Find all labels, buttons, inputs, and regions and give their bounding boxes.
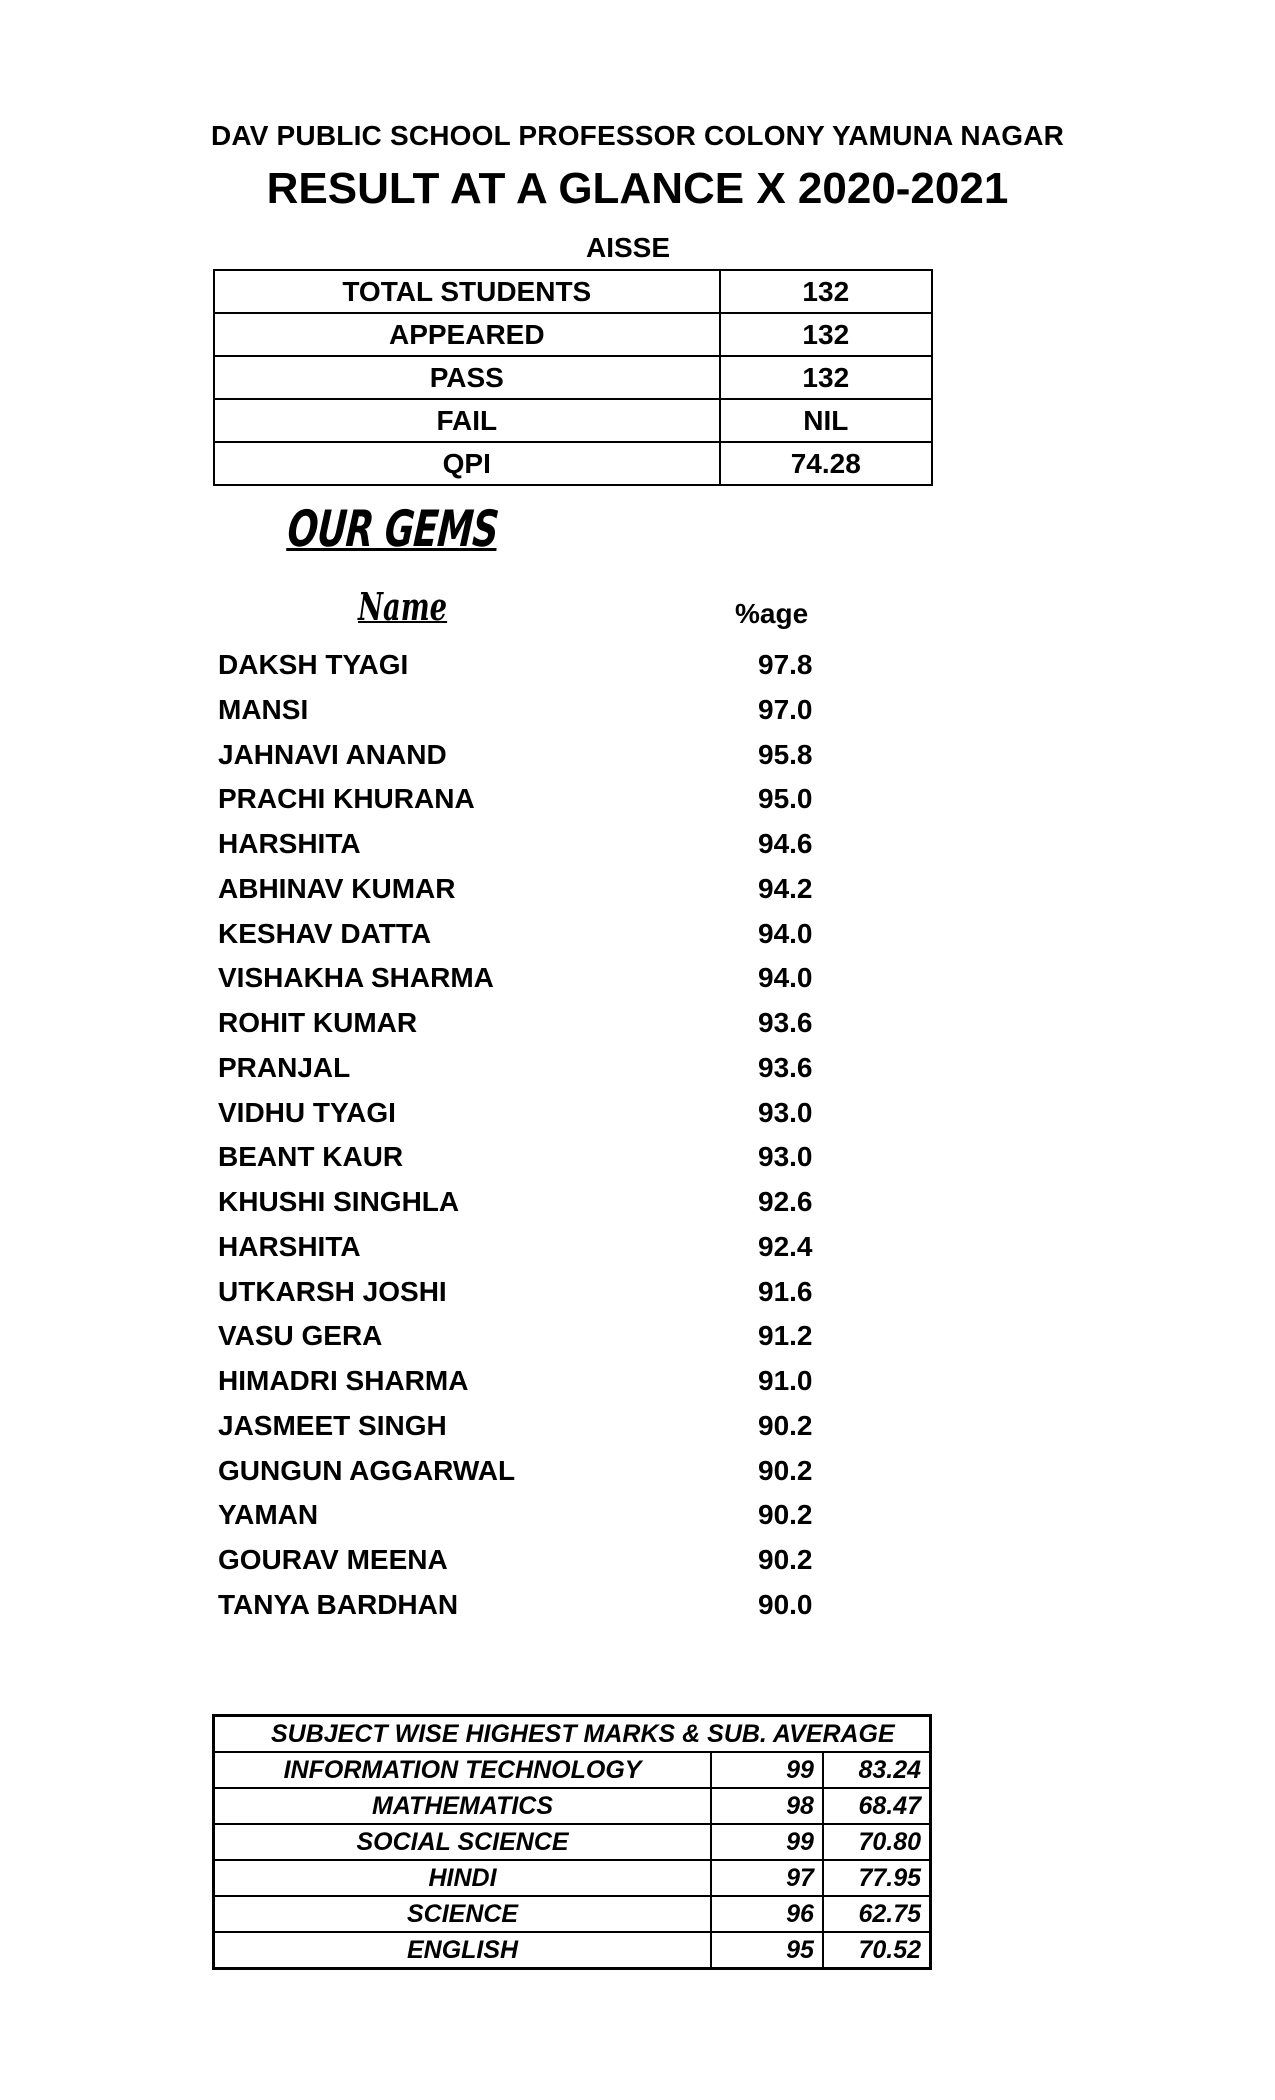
subject-name: ENGLISH (214, 1932, 712, 1969)
summary-table (213, 269, 933, 486)
list-item (218, 869, 918, 914)
list-item (218, 1272, 918, 1317)
list-item (218, 690, 918, 735)
table-row (214, 1896, 931, 1932)
student-percentage: 90.2 (758, 1499, 813, 1531)
student-percentage: 93.0 (758, 1141, 813, 1173)
subject-average: 68.47 (823, 1788, 931, 1824)
list-item (218, 1451, 918, 1496)
student-name: JAHNAVI ANAND (218, 738, 447, 770)
table-row (214, 1860, 931, 1896)
subject-name: INFORMATION TECHNOLOGY (214, 1752, 712, 1788)
subject-table-heading-row (214, 1716, 931, 1753)
table-row (214, 1752, 931, 1788)
gems-title: OUR GEMS (285, 500, 501, 558)
subject-average: 70.52 (823, 1932, 931, 1969)
list-item (218, 1003, 918, 1048)
list-item (218, 1227, 918, 1272)
subject-name: SOCIAL SCIENCE (214, 1824, 712, 1860)
student-name: GOURAV MEENA (218, 1544, 448, 1575)
student-name: HIMADRI SHARMA (218, 1365, 469, 1396)
list-item (218, 1406, 918, 1451)
summary-value: 132 (720, 270, 932, 313)
student-name: BEANT KAUR (218, 1141, 404, 1173)
subject-name: SCIENCE (214, 1896, 712, 1932)
summary-row-pass (214, 356, 932, 399)
table-row (214, 1824, 931, 1860)
student-name: HARSHITA (218, 1230, 361, 1262)
list-item (218, 645, 918, 690)
subject-table-heading: SUBJECT WISE HIGHEST MARKS & SUB. AVERAGE (214, 1716, 931, 1753)
list-item (218, 1495, 918, 1540)
student-name: DAKSH TYAGI (218, 649, 409, 680)
student-name: HARSHITA (218, 828, 361, 859)
list-item (218, 779, 918, 824)
summary-label: FAIL (214, 399, 720, 442)
list-item (218, 1585, 918, 1630)
student-name: TANYA BARDHAN (218, 1588, 459, 1620)
summary-row-total (214, 270, 932, 313)
student-percentage: 97.8 (758, 649, 813, 680)
student-percentage: 94.2 (758, 872, 813, 904)
student-percentage: 94.0 (758, 962, 813, 994)
list-item (218, 735, 918, 780)
student-percentage: 91.2 (758, 1320, 813, 1352)
student-percentage: 97.0 (758, 693, 813, 725)
subject-average: 70.80 (823, 1824, 931, 1860)
list-item (218, 914, 918, 959)
subject-average: 83.24 (823, 1752, 931, 1788)
student-percentage: 90.2 (758, 1454, 813, 1486)
summary-value: 74.28 (720, 442, 932, 485)
highest-marks: 99 (711, 1824, 823, 1860)
student-name: VASU GERA (218, 1320, 383, 1352)
summary-label: QPI (214, 442, 720, 485)
name-column-header: Name (358, 584, 448, 629)
student-percentage: 93.0 (758, 1096, 813, 1128)
subject-average: 62.75 (823, 1896, 931, 1932)
student-name: GUNGUN AGGARWAL (218, 1454, 516, 1486)
student-percentage: 94.6 (758, 828, 813, 859)
student-name: UTKARSH JOSHI (218, 1275, 447, 1307)
list-item (218, 1093, 918, 1138)
table-row (214, 1932, 931, 1969)
highest-marks: 95 (711, 1932, 823, 1969)
list-item (218, 1182, 918, 1227)
highest-marks: 97 (711, 1860, 823, 1896)
student-name: ABHINAV KUMAR (218, 872, 456, 904)
list-item (218, 1361, 918, 1406)
summary-value: 132 (720, 313, 932, 356)
student-name: VISHAKHA SHARMA (218, 962, 494, 994)
table-row (214, 1788, 931, 1824)
student-percentage: 93.6 (758, 1051, 813, 1083)
subject-average: 77.95 (823, 1860, 931, 1896)
student-percentage: 92.4 (758, 1230, 813, 1262)
student-percentage: 92.6 (758, 1186, 813, 1217)
student-name: ROHIT KUMAR (218, 1007, 418, 1038)
page-title: RESULT AT A GLANCE X 2020-2021 (266, 164, 1009, 213)
percentage-column-header: %age (735, 598, 809, 629)
subject-name: HINDI (214, 1860, 712, 1896)
subject-table (212, 1714, 932, 1970)
student-name: MANSI (218, 693, 309, 725)
summary-label: PASS (214, 356, 720, 399)
summary-row-qpi (214, 442, 932, 485)
list-item (218, 1048, 918, 1093)
student-name: PRANJAL (218, 1051, 351, 1083)
gems-list (218, 645, 918, 1630)
summary-label: TOTAL STUDENTS (214, 270, 720, 313)
school-name: DAV PUBLIC SCHOOL PROFESSOR COLONY YAMUNA NAGAR (210, 120, 1065, 151)
highest-marks: 98 (711, 1788, 823, 1824)
summary-value: NIL (720, 399, 932, 442)
summary-label: APPEARED (214, 313, 720, 356)
student-percentage: 93.6 (758, 1007, 813, 1038)
list-item (218, 958, 918, 1003)
list-item (218, 1137, 918, 1182)
student-name: KHUSHI SINGHLA (218, 1186, 460, 1217)
list-item (218, 1540, 918, 1585)
student-percentage: 90.2 (758, 1409, 813, 1441)
list-item (218, 1316, 918, 1361)
student-percentage: 95.0 (758, 783, 813, 815)
summary-row-appeared (214, 313, 932, 356)
highest-marks: 99 (711, 1752, 823, 1788)
student-percentage: 91.0 (758, 1365, 813, 1396)
highest-marks: 96 (711, 1896, 823, 1932)
exam-name: AISSE (585, 232, 671, 263)
summary-row-fail (214, 399, 932, 442)
student-name: PRACHI KHURANA (218, 783, 475, 815)
summary-value: 132 (720, 356, 932, 399)
student-percentage: 90.0 (758, 1588, 813, 1620)
student-percentage: 90.2 (758, 1544, 813, 1575)
student-name: YAMAN (218, 1499, 319, 1531)
student-name: JASMEET SINGH (218, 1409, 447, 1441)
student-name: VIDHU TYAGI (218, 1096, 396, 1128)
subject-name: MATHEMATICS (214, 1788, 712, 1824)
student-percentage: 91.6 (758, 1275, 813, 1307)
student-percentage: 94.0 (758, 917, 813, 949)
list-item (218, 824, 918, 869)
student-name: KESHAV DATTA (218, 917, 432, 949)
student-percentage: 95.8 (758, 738, 813, 770)
